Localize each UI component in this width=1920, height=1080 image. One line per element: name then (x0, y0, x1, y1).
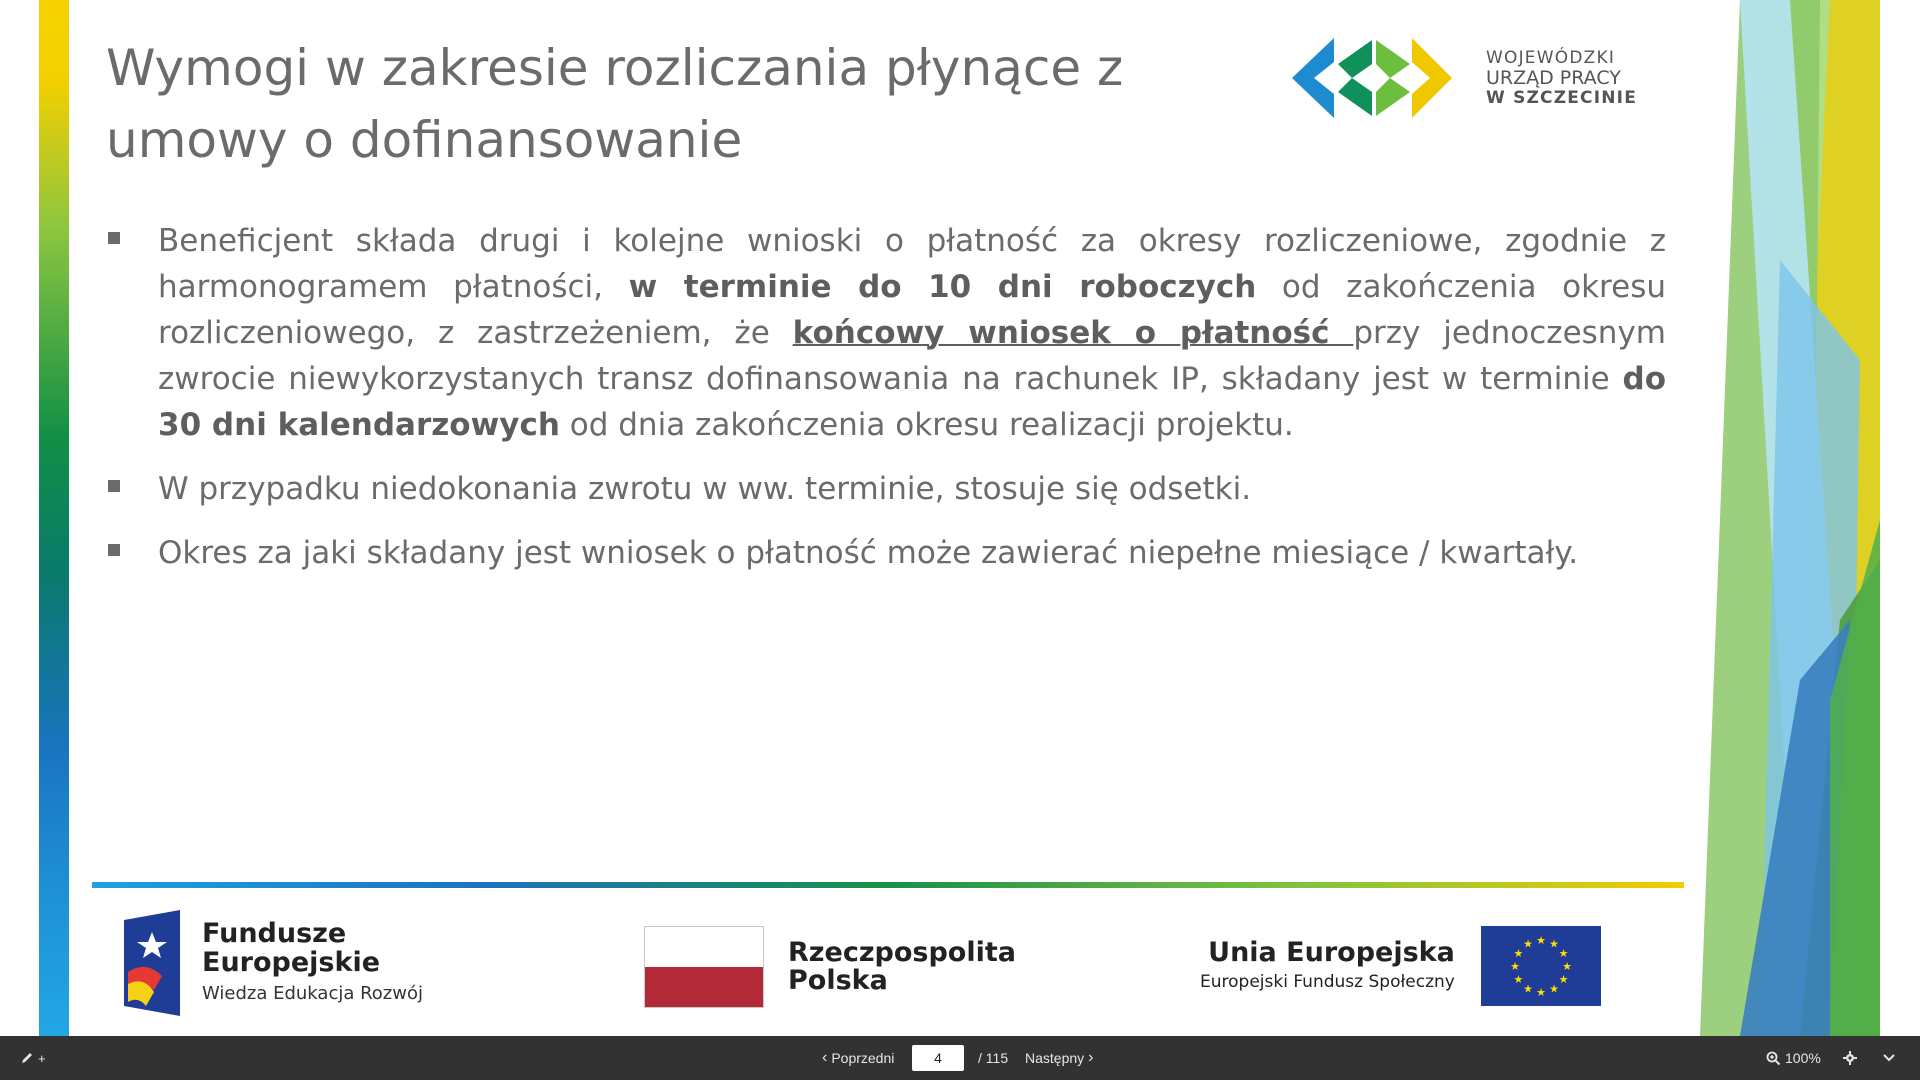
slide-title: Wymogi w zakresie rozliczania płynące z umowy o dofinansowanie (106, 39, 1124, 169)
eu-flag-icon (1481, 926, 1601, 1006)
eu-star-icon: ★ (1522, 938, 1533, 951)
wup-emblem-icon (1290, 34, 1454, 122)
unia-europejska-logo (1200, 926, 1601, 1006)
bullet-text-part: w terminie do 10 dni roboczych (628, 269, 1257, 305)
decorative-triangles (1680, 0, 1920, 1036)
zoom-control[interactable] (1766, 1036, 1821, 1080)
bullet-text-part: W przypadku niedokonania zwrotu w ww. terminie, stosuje się odsetki. (158, 471, 1252, 507)
previous-page-button[interactable] (822, 1036, 894, 1080)
next-label: Następny (1025, 1050, 1085, 1066)
eu-star-icon: ★ (1548, 938, 1559, 951)
bullet-text-part: przy jednoczesnym zwrocie niewykorzystanych transz dofinansowania na rachunek IP, składany jest w terminie (158, 315, 1666, 397)
bullet-text (158, 218, 1666, 448)
polish-flag-icon (644, 926, 764, 1008)
eu-star-icon: ★ (1561, 961, 1572, 973)
bullet-text (158, 466, 1666, 512)
ue-line-1: Unia Europejska (1208, 937, 1455, 968)
fe-line-3: Wiedza Edukacja Rozwój (202, 983, 423, 1004)
footer-logos (0, 900, 1920, 1036)
bullet-text (158, 530, 1666, 576)
settings-button[interactable] (1843, 1036, 1857, 1080)
fe-emblem-icon (124, 910, 180, 1016)
gear-icon (1843, 1051, 1857, 1065)
pen-plus-label: + (38, 1050, 46, 1066)
viewer-toolbar (0, 1036, 1920, 1080)
chevron-down-icon (1882, 1053, 1896, 1063)
wup-logo-text (1486, 48, 1637, 108)
left-gradient-stripe (39, 0, 69, 1036)
eu-star-icon: ★ (1509, 961, 1520, 973)
wup-logo (1290, 32, 1638, 124)
eu-star-icon: ★ (1535, 935, 1546, 947)
bullet-item (106, 530, 1666, 576)
bullet-text-part: końcowy wniosek o płatność (792, 315, 1354, 351)
eu-star-icon: ★ (1535, 987, 1546, 999)
fe-line-1: Fundusze (202, 918, 347, 949)
rp-line-2: Polska (788, 965, 888, 996)
wup-line-3: W SZCZECINIE (1486, 88, 1638, 108)
bullet-text-part: od dnia zakończenia okresu realizacji projektu. (559, 407, 1294, 443)
bullet-item (106, 218, 1666, 448)
page-total: / 115 (978, 1050, 1009, 1066)
more-options-button[interactable] (1882, 1036, 1896, 1080)
rp-line-1: Rzeczpospolita (788, 937, 1016, 968)
bullet-square-icon (108, 232, 120, 244)
bullet-text-part: Beneficjent składa drugi i kolejne wnioski o płatność za okresy rozliczeniowe, zgodnie z harmonogramem płatności, (158, 223, 1666, 305)
footer-gradient-line (92, 882, 1684, 888)
zoom-icon (1766, 1051, 1781, 1066)
wup-line-1: WOJEWÓDZKI (1486, 48, 1616, 68)
zoom-value: 100% (1785, 1050, 1821, 1066)
chevron-left-icon: ‹ (822, 1049, 828, 1066)
bullet-text-part: od zakończenia okresu rozliczeniowego, z zastrzeżeniem, że (158, 269, 1666, 351)
bullet-square-icon (108, 480, 120, 492)
bullet-list (106, 218, 1666, 594)
fundusze-europejskie-logo (124, 910, 423, 1016)
eu-star-icon: ★ (1558, 948, 1569, 960)
page-number-field-wrap (912, 1036, 964, 1080)
ue-line-2: Europejski Fundusz Społeczny (1200, 972, 1455, 992)
eu-star-icon: ★ (1558, 974, 1569, 986)
bullet-text-part: do 30 dni kalendarzowych (158, 361, 1666, 443)
eu-star-icon: ★ (1513, 948, 1524, 960)
eu-star-icon: ★ (1513, 974, 1524, 986)
fe-line-2: Europejskie (202, 947, 381, 978)
wup-line-2: URZĄD PRACY (1486, 67, 1621, 89)
next-page-button[interactable] (1025, 1036, 1093, 1080)
ue-text (1200, 937, 1455, 995)
fe-text (202, 919, 423, 1007)
rzeczpospolita-polska-logo (644, 926, 1016, 1008)
eu-star-icon: ★ (1522, 983, 1533, 996)
bullet-text-part: Okres za jaki składany jest wniosek o płatność może zawierać niepełne miesiące / kwartały. (158, 535, 1579, 571)
bullet-item (106, 466, 1666, 512)
annotate-button[interactable] (20, 1036, 46, 1080)
bullet-square-icon (108, 544, 120, 556)
page-number-input[interactable] (912, 1045, 964, 1071)
pencil-icon (20, 1051, 34, 1065)
eu-star-icon: ★ (1548, 983, 1559, 996)
chevron-right-icon: › (1088, 1049, 1094, 1066)
rp-text (788, 939, 1016, 995)
previous-label: Poprzedni (831, 1050, 895, 1066)
